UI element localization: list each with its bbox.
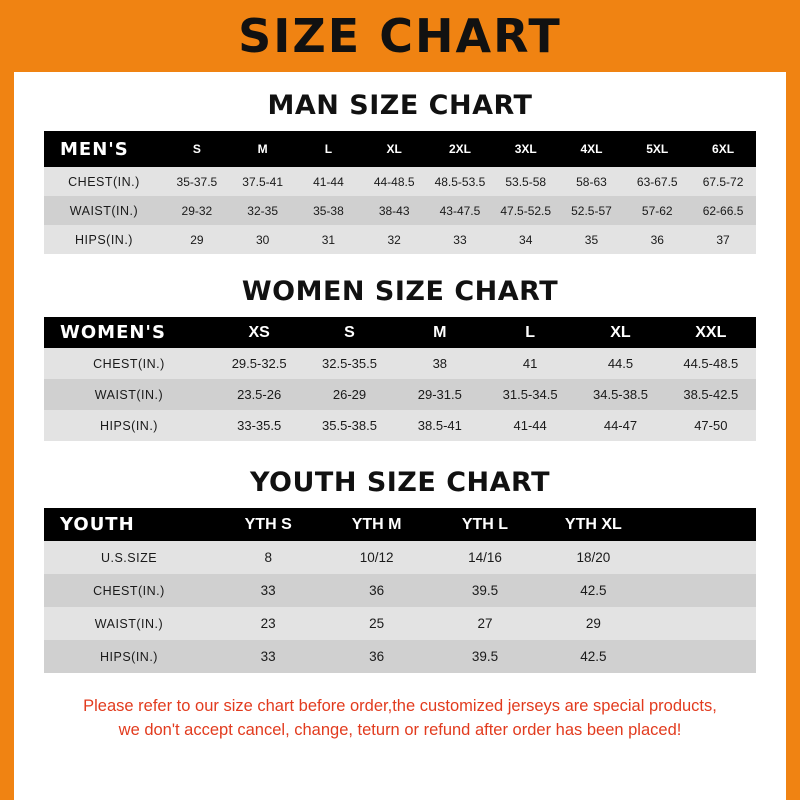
men-col-6: 4XL <box>559 131 625 167</box>
men-r2-c6: 35 <box>559 225 625 254</box>
women-r1-c5: 38.5-42.5 <box>666 379 756 410</box>
women-row-2-label: HIPS(IN.) <box>44 410 214 441</box>
table-header-row <box>44 317 756 348</box>
youth-r0-c2: 14/16 <box>431 541 539 574</box>
men-r1-c0: 29-32 <box>164 196 230 225</box>
youth-r2-c1: 25 <box>322 607 430 640</box>
youth-col-0: YTH S <box>214 508 322 541</box>
table-header-row <box>44 508 756 541</box>
women-r2-c3: 41-44 <box>485 410 575 441</box>
men-r1-c7: 57-62 <box>624 196 690 225</box>
men-col-3: XL <box>361 131 427 167</box>
youth-r1-c2: 39.5 <box>431 574 539 607</box>
men-r1-c3: 38-43 <box>361 196 427 225</box>
men-r2-c4: 33 <box>427 225 493 254</box>
women-r1-c3: 31.5-34.5 <box>485 379 575 410</box>
youth-r1-c0: 33 <box>214 574 322 607</box>
youth-r0-c4 <box>648 541 756 574</box>
men-col-8: 6XL <box>690 131 756 167</box>
men-col-1: M <box>230 131 296 167</box>
women-r1-c2: 29-31.5 <box>395 379 485 410</box>
women-table-head <box>44 317 756 348</box>
women-r1-c1: 26-29 <box>304 379 394 410</box>
youth-row-1-label: CHEST(IN.) <box>44 574 214 607</box>
notice-line-1: Please refer to our size chart before order,the customized jerseys are special products, <box>83 697 717 715</box>
youth-r3-c3: 42.5 <box>539 640 647 673</box>
women-r0-c4: 44.5 <box>575 348 665 379</box>
youth-r0-c0: 8 <box>214 541 322 574</box>
youth-r2-c2: 27 <box>431 607 539 640</box>
table-row <box>44 379 756 410</box>
notice-line-2: we don't accept cancel, change, teturn or refund after order has been placed! <box>118 720 682 739</box>
men-col-4: 2XL <box>427 131 493 167</box>
youth-r3-c1: 36 <box>322 640 430 673</box>
women-r0-c5: 44.5-48.5 <box>666 348 756 379</box>
youth-r1-c1: 36 <box>322 574 430 607</box>
men-col-5: 3XL <box>493 131 559 167</box>
women-r1-c0: 23.5-26 <box>214 379 304 410</box>
men-r1-c2: 35-38 <box>296 196 362 225</box>
men-r2-c7: 36 <box>624 225 690 254</box>
men-row-1-label: WAIST(IN.) <box>44 196 164 225</box>
men-r0-c6: 58-63 <box>559 167 625 196</box>
women-row-0-label: CHEST(IN.) <box>44 348 214 379</box>
youth-r3-c0: 33 <box>214 640 322 673</box>
men-col-0: S <box>164 131 230 167</box>
youth-row-3-label: HIPS(IN.) <box>44 640 214 673</box>
men-row-2-label: HIPS(IN.) <box>44 225 164 254</box>
table-row <box>44 574 756 607</box>
women-section-title: WOMEN SIZE CHART <box>241 276 559 307</box>
table-row <box>44 348 756 379</box>
women-col-1: S <box>304 317 394 348</box>
women-r0-c0: 29.5-32.5 <box>214 348 304 379</box>
women-col-4: XL <box>575 317 665 348</box>
youth-col-2: YTH L <box>431 508 539 541</box>
men-r0-c4: 48.5-53.5 <box>427 167 493 196</box>
youth-row-2-label: WAIST(IN.) <box>44 607 214 640</box>
youth-col-3: YTH XL <box>539 508 647 541</box>
men-r1-c4: 43-47.5 <box>427 196 493 225</box>
women-r2-c0: 33-35.5 <box>214 410 304 441</box>
youth-row-0-label: U.S.SIZE <box>44 541 214 574</box>
youth-table-corner: YOUTH <box>44 508 214 541</box>
women-r2-c5: 47-50 <box>666 410 756 441</box>
table-header-row <box>44 131 756 167</box>
table-row <box>44 167 756 196</box>
men-r0-c0: 35-37.5 <box>164 167 230 196</box>
women-row-1-label: WAIST(IN.) <box>44 379 214 410</box>
youth-r2-c3: 29 <box>539 607 647 640</box>
youth-r1-c4 <box>648 574 756 607</box>
man-section-title: MAN SIZE CHART <box>267 90 533 121</box>
content <box>14 90 786 743</box>
men-table-corner: MEN'S <box>44 131 164 167</box>
men-r0-c3: 44-48.5 <box>361 167 427 196</box>
table-row <box>44 225 756 254</box>
women-r0-c2: 38 <box>395 348 485 379</box>
youth-size-table <box>44 508 756 673</box>
women-r2-c2: 38.5-41 <box>395 410 485 441</box>
women-col-0: XS <box>214 317 304 348</box>
women-col-3: L <box>485 317 575 348</box>
men-r1-c1: 32-35 <box>230 196 296 225</box>
women-table-corner: WOMEN'S <box>44 317 214 348</box>
women-r0-c3: 41 <box>485 348 575 379</box>
table-row <box>44 607 756 640</box>
women-r0-c1: 32.5-35.5 <box>304 348 394 379</box>
men-table-body <box>44 167 756 254</box>
men-row-0-label: CHEST(IN.) <box>44 167 164 196</box>
men-r2-c8: 37 <box>690 225 756 254</box>
youth-section-title: YOUTH SIZE CHART <box>249 467 551 498</box>
men-r1-c5: 47.5-52.5 <box>493 196 559 225</box>
women-r2-c1: 35.5-38.5 <box>304 410 394 441</box>
men-r2-c2: 31 <box>296 225 362 254</box>
women-r1-c4: 34.5-38.5 <box>575 379 665 410</box>
men-col-2: L <box>296 131 362 167</box>
youth-r3-c4 <box>648 640 756 673</box>
table-row <box>44 196 756 225</box>
women-table-body <box>44 348 756 441</box>
men-r2-c1: 30 <box>230 225 296 254</box>
table-row <box>44 640 756 673</box>
women-r2-c4: 44-47 <box>575 410 665 441</box>
men-r0-c5: 53.5-58 <box>493 167 559 196</box>
men-r0-c8: 67.5-72 <box>690 167 756 196</box>
women-size-table <box>44 317 756 441</box>
men-r1-c6: 52.5-57 <box>559 196 625 225</box>
men-r2-c3: 32 <box>361 225 427 254</box>
youth-col-4 <box>648 508 756 541</box>
table-row <box>44 541 756 574</box>
youth-r2-c4 <box>648 607 756 640</box>
page-title: SIZE CHART <box>238 9 562 63</box>
men-r2-c0: 29 <box>164 225 230 254</box>
men-r0-c2: 41-44 <box>296 167 362 196</box>
youth-r2-c0: 23 <box>214 607 322 640</box>
men-r0-c1: 37.5-41 <box>230 167 296 196</box>
men-size-table <box>44 131 756 254</box>
youth-r0-c1: 10/12 <box>322 541 430 574</box>
men-col-7: 5XL <box>624 131 690 167</box>
men-r1-c8: 62-66.5 <box>690 196 756 225</box>
order-notice <box>28 695 772 743</box>
youth-r0-c3: 18/20 <box>539 541 647 574</box>
men-r0-c7: 63-67.5 <box>624 167 690 196</box>
men-table-head <box>44 131 756 167</box>
youth-table-body <box>44 541 756 673</box>
youth-col-1: YTH M <box>322 508 430 541</box>
women-col-2: M <box>395 317 485 348</box>
youth-r1-c3: 42.5 <box>539 574 647 607</box>
table-row <box>44 410 756 441</box>
men-r2-c5: 34 <box>493 225 559 254</box>
youth-r3-c2: 39.5 <box>431 640 539 673</box>
women-col-5: XXL <box>666 317 756 348</box>
youth-table-head <box>44 508 756 541</box>
banner <box>0 0 800 72</box>
